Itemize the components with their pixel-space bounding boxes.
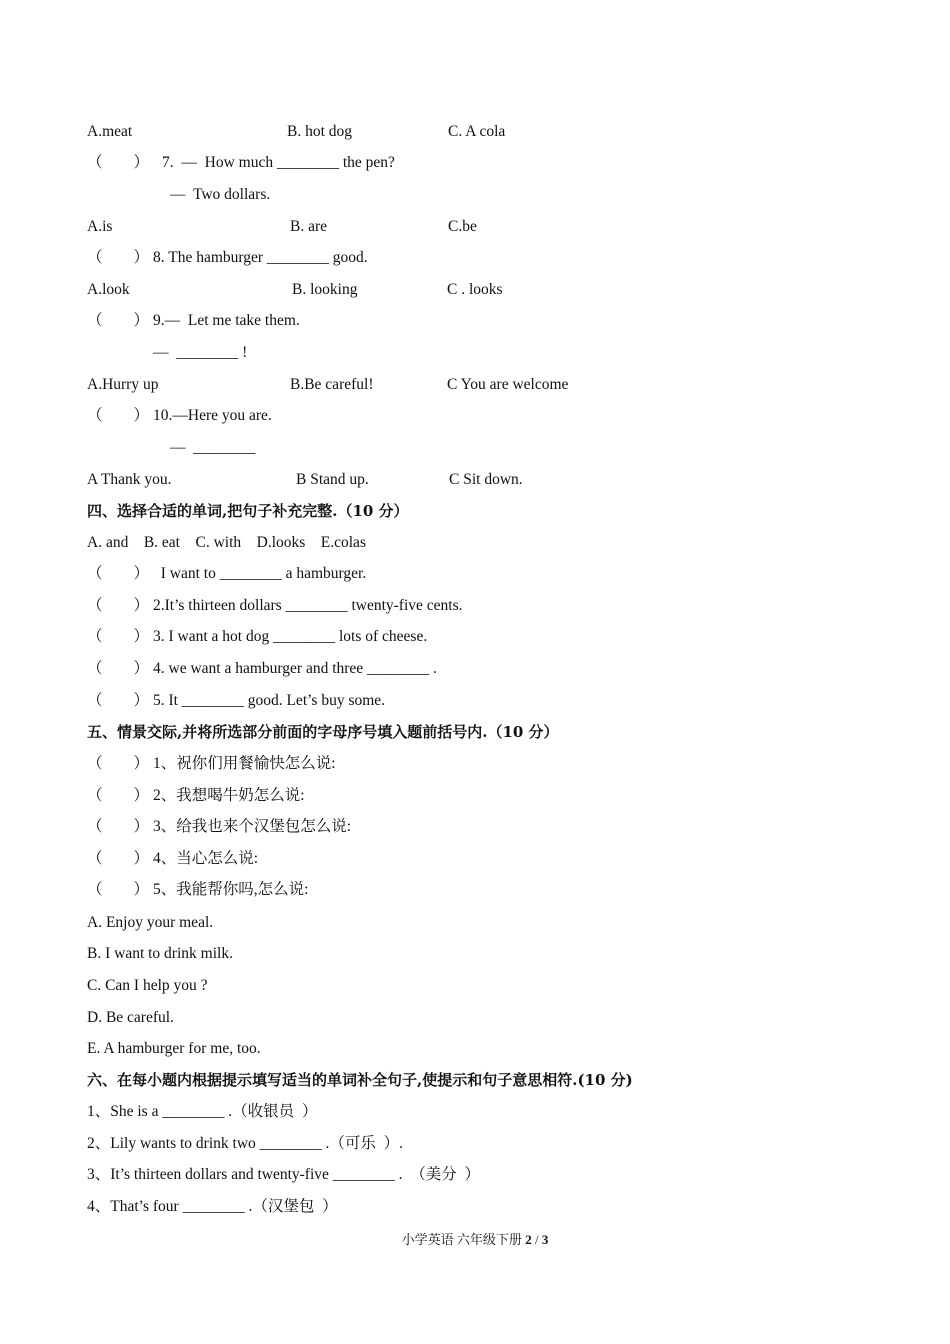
section5-option: E. A hamburger for me, too. [87,1040,261,1057]
section4-word-bank: A. and B. eat C. with D.looks E.colas [87,534,366,551]
section5-item-paren: （ ） [87,755,150,772]
section5-option: B. I want to drink milk. [87,945,233,962]
section5-item: 5、我能帮你吗,怎么说: [153,881,309,898]
q9-option-c: C You are welcome [447,376,569,393]
q10-reply: — ________ [170,439,256,456]
page-total: 3 [541,1232,549,1247]
section5-item-paren: （ ） [87,787,150,804]
q10-stem: 10.—Here you are. [153,407,272,424]
q9-answer-paren: （ ） [87,312,150,329]
section6-item: 1、She is a ________ .（收银员 ） [87,1103,318,1120]
section4-title: 四、选择合适的单词,把句子补充完整.（10 分） [87,502,409,520]
section6-item: 3、It’s thirteen dollars and twenty-five ________ . （美分 ） [87,1166,481,1183]
q7-option-b: B. are [290,218,328,235]
section5-option: C. Can I help you ? [87,977,208,994]
q10-option-b: B Stand up. [296,471,369,488]
section5-item: 1、祝你们用餐愉快怎么说: [153,755,336,772]
section6-item: 4、That’s four ________ .（汉堡包 ） [87,1198,338,1215]
section4-item-paren: （ ） [87,597,150,614]
q7-option-c: C.be [448,218,477,235]
q10-answer-paren: （ ） [87,407,150,424]
section6-title: 六、在每小题内根据提示填写适当的单词补全句子,使提示和句子意思相符.(10 分) [87,1071,633,1089]
section5-option: D. Be careful. [87,1009,174,1026]
section4-item: 4. we want a hamburger and three ________ . [153,660,437,677]
section4-item-paren: （ ） [87,628,150,645]
q7-reply: — Two dollars. [170,186,271,203]
section5-item: 2、我想喝牛奶怎么说: [153,787,305,804]
q8-stem: 8. The hamburger ________ good. [153,249,368,266]
q9-stem: 9.— Let me take them. [153,312,300,329]
q10-option-a: A Thank you. [87,471,172,488]
section5-item-paren: （ ） [87,881,150,898]
section5-item-paren: （ ） [87,818,150,835]
q8-answer-paren: （ ） [87,249,150,266]
q7-stem: 7. — How much ________ the pen? [162,154,395,171]
section5-option: A. Enjoy your meal. [87,914,214,931]
page-separator: / [531,1232,542,1247]
section6-item: 2、Lily wants to drink two ________ .（可乐 ）. [87,1135,404,1152]
q8-option-a: A.look [87,281,130,298]
q10-option-c: C Sit down. [449,471,523,488]
q6-option-b: B. hot dog [287,123,353,140]
section4-item-paren: （ ） [87,660,150,677]
section5-item-paren: （ ） [87,850,150,867]
section5-item: 4、当心怎么说: [153,850,259,867]
q6-option-a: A.meat [87,123,133,140]
q8-option-c: C . looks [447,281,503,298]
q9-reply: — ________ ! [153,344,248,361]
page-footer [0,1229,950,1248]
footer-label: 小学英语 六年级下册 [401,1232,526,1247]
section4-item: I want to ________ a hamburger. [153,565,367,582]
q7-answer-paren: （ ） [87,154,150,171]
page-number: 2 [525,1232,532,1247]
q6-option-c: C. A cola [448,123,506,140]
section4-item: 2.It’s thirteen dollars ________ twenty-five cents. [153,597,463,614]
section4-item-paren: （ ） [87,692,150,709]
section5-item: 3、给我也来个汉堡包怎么说: [153,818,352,835]
q9-option-a: A.Hurry up [87,376,159,393]
q8-option-b: B. looking [292,281,358,298]
q7-option-a: A.is [87,218,113,235]
section4-item: 3. I want a hot dog ________ lots of cheese. [153,628,428,645]
section5-title: 五、情景交际,并将所选部分前面的字母序号填入题前括号内.（10 分） [87,723,559,741]
section4-item-paren: （ ） [87,565,150,582]
q9-option-b: B.Be careful! [290,376,374,393]
section4-item: 5. It ________ good. Let’s buy some. [153,692,386,709]
